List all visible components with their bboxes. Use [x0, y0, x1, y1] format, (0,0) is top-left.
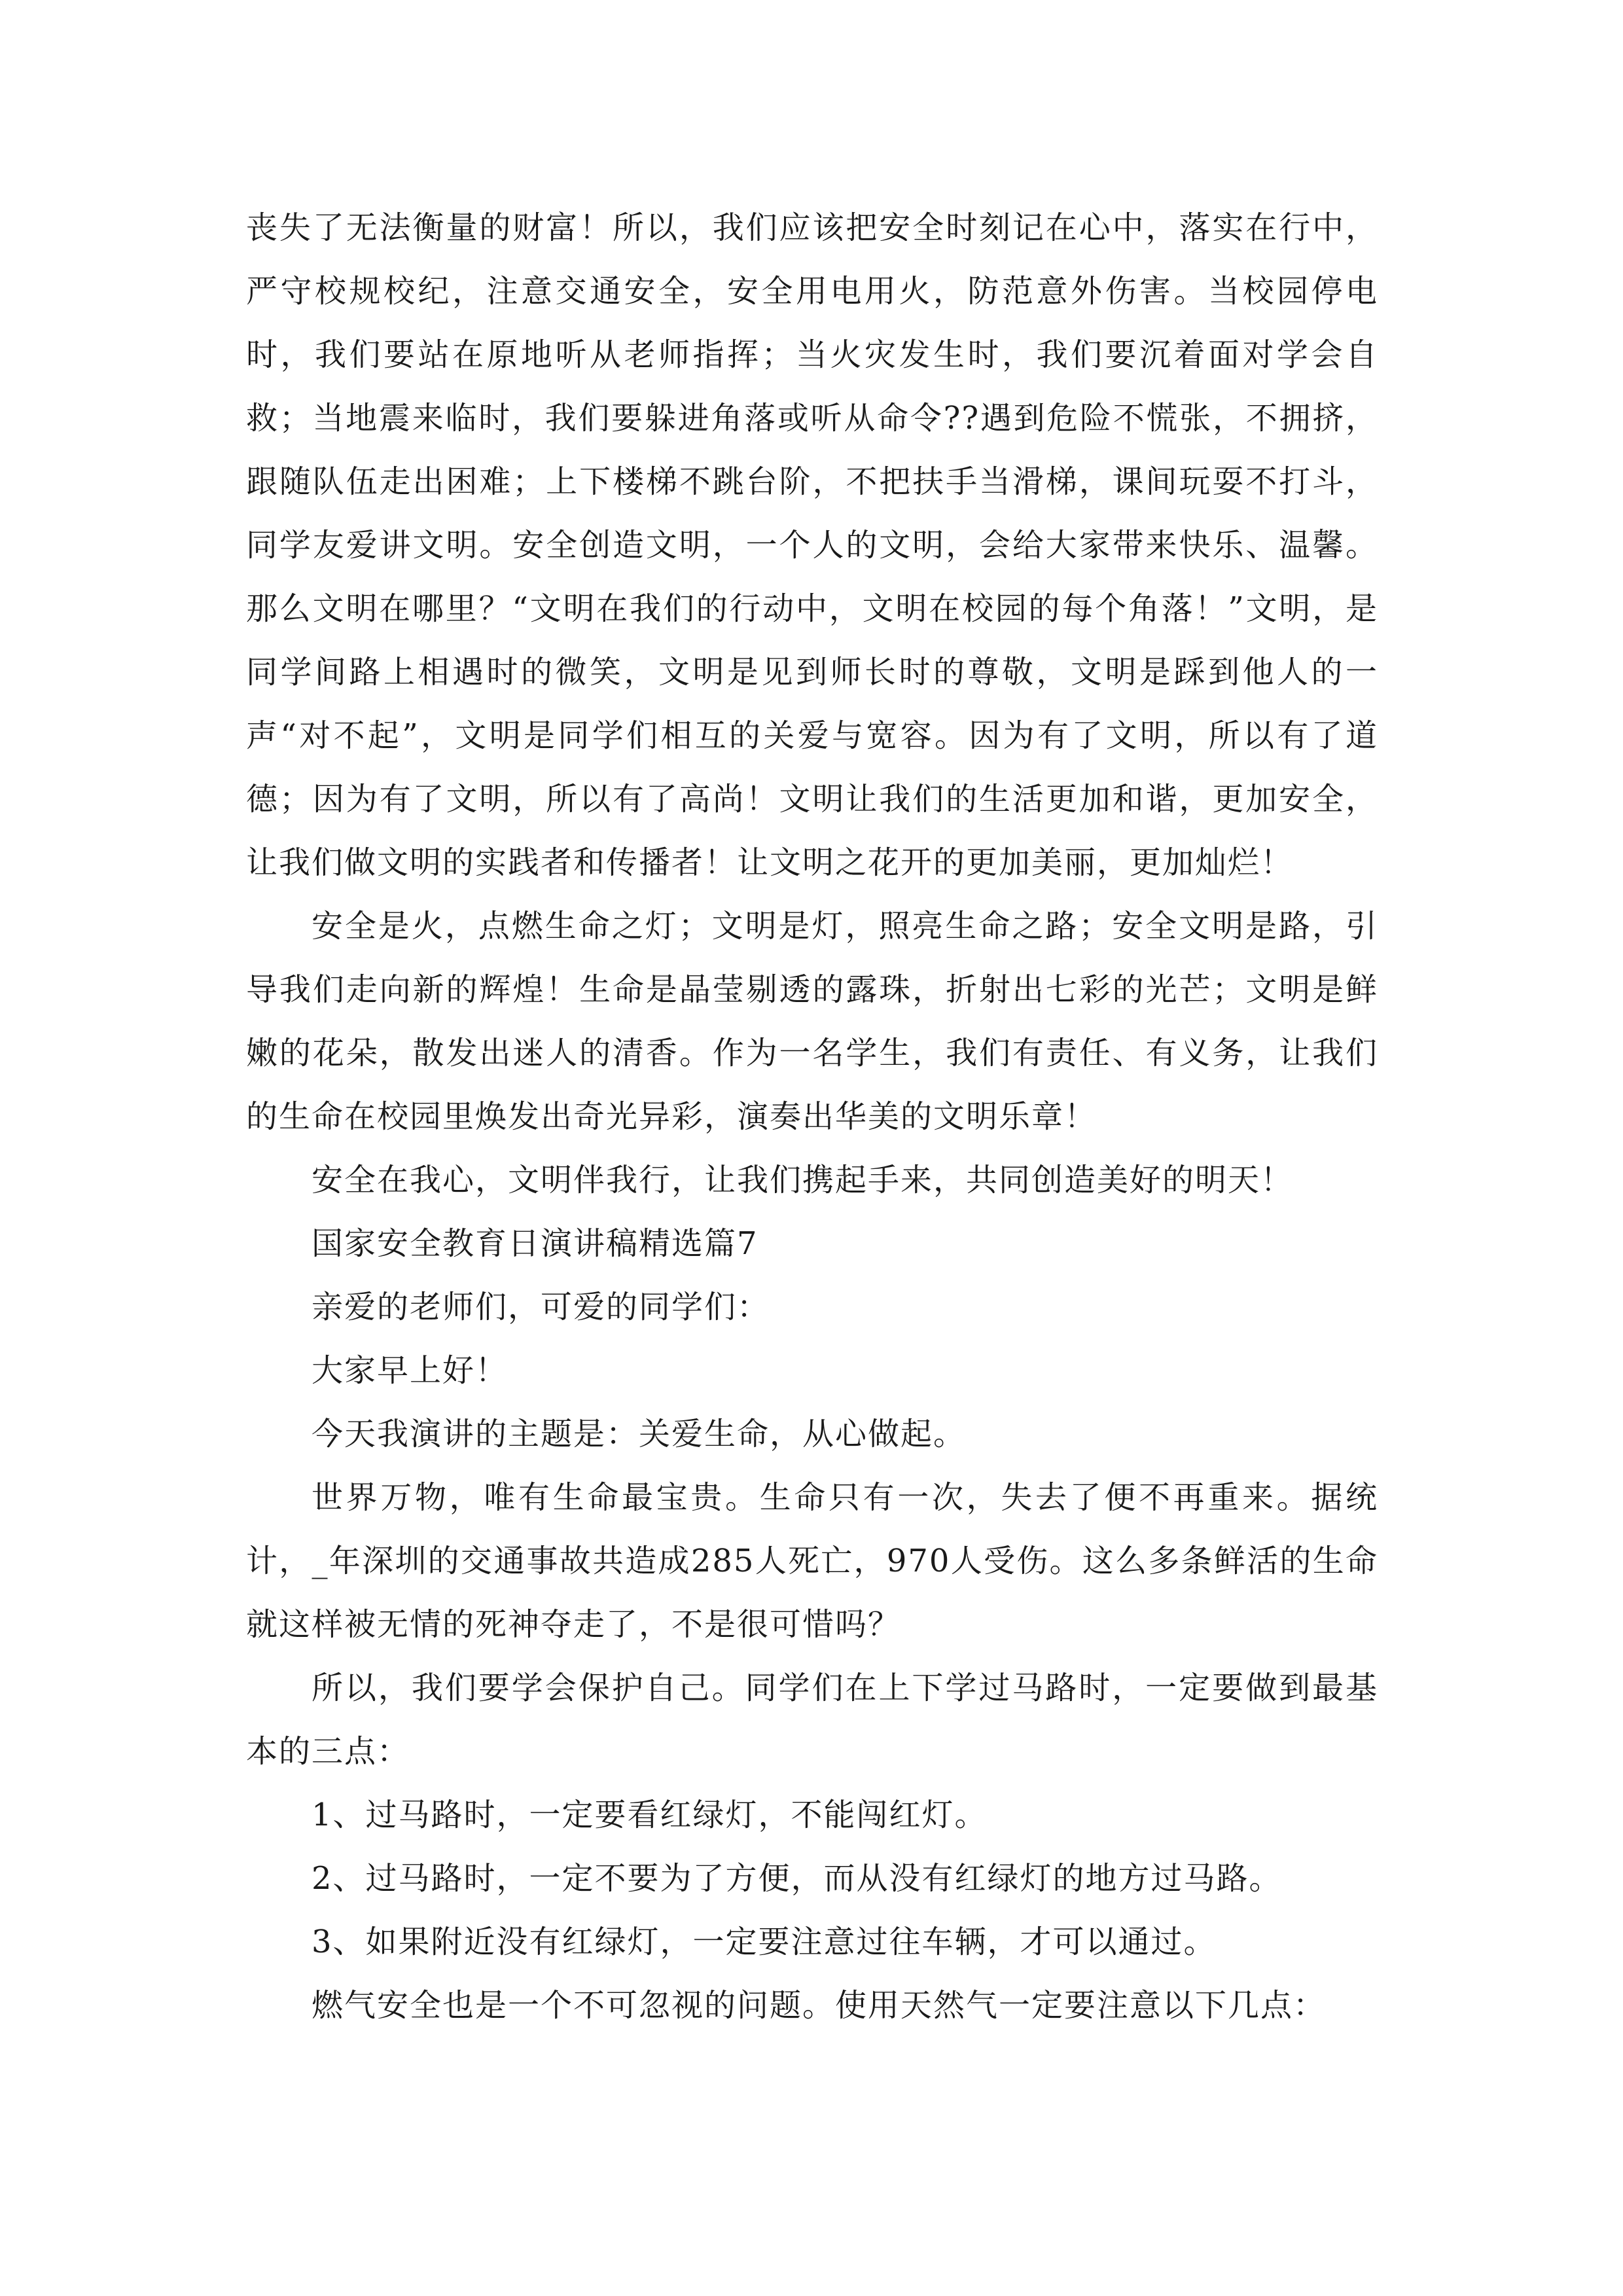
greeting: 大家早上好！	[312, 1352, 508, 1389]
document-body	[246, 196, 1378, 2037]
speech-topic: 今天我演讲的主题是：关爱生命，从心做起。	[312, 1416, 967, 1452]
paragraph-gas-safety: 燃气安全也是一个不可忽视的问题。使用天然气一定要注意以下几点：	[312, 1987, 1327, 2024]
list-item-2: 2、过马路时，一定不要为了方便，而从没有红绿灯的地方过马路。	[312, 1860, 1282, 1897]
paragraph-safety-is-fire: 安全是火，点燃生命之灯；文明是灯，照亮生命之路；安全文明是路，引导我们走向新的辉煌！生命是晶莹剔透的露珠，折射出七彩的光芒；文明是鲜嫩的花朵，散发出迷人的清香。作为一名学生，我们有责任、有义务，让我们的生命在校园里焕发出奇光异彩，演奏出华美的文明乐章！	[246, 908, 1378, 1135]
list-item-3: 3、如果附近没有红绿灯，一定要注意过往车辆，才可以通过。	[312, 1924, 1217, 1960]
section-title-speech-7: 国家安全教育日演讲稿精选篇7	[312, 1225, 758, 1262]
salutation: 亲爱的老师们，可爱的同学们：	[312, 1289, 770, 1325]
list-item-1: 1、过马路时，一定要看红绿灯，不能闯红灯。	[312, 1797, 988, 1833]
paragraph-protect-yourself: 所以，我们要学会保护自己。同学们在上下学过马路时，一定要做到最基本的三点：	[246, 1670, 1378, 1770]
paragraph-continued-safety-civility: 丧失了无法衡量的财富！所以，我们应该把安全时刻记在心中，落实在行中，严守校规校纪，注意交通安全，安全用电用火，防范意外伤害。当校园停电时，我们要站在原地听从老师指挥；当火灾发生时，我们要沉着面对学会自救；当地震来临时，我们要躲进角落或听从命令??遇到危险不慌张，不拥挤，跟随队伍走出困难；上下楼梯不跳台阶，不把扶手当滑梯，课间玩耍不打斗，同学友爱讲文明。安全创造文明，一个人的文明，会给大家带来快乐、温馨。那么文明在哪里？“文明在我们的行动中，文明在校园的每个角落！”文明，是同学间路上相遇时的微笑，文明是见到师长时的尊敬，文明是踩到他人的一声“对不起”，文明是同学们相互的关爱与宽容。因为有了文明，所以有了道德；因为有了文明，所以有了高尚！文明让我们的生活更加和谐，更加安全，让我们做文明的实践者和传播者！让文明之花开的更加美丽，更加灿烂！	[246, 209, 1378, 881]
paragraph-closing-call: 安全在我心，文明伴我行，让我们携起手来，共同创造美好的明天！	[312, 1162, 1294, 1198]
paragraph-traffic-statistics: 世界万物，唯有生命最宝贵。生命只有一次，失去了便不再重来。据统计，_年深圳的交通事故共造成285人死亡，970人受伤。这么多条鲜活的生命就这样被无情的死神夺走了，不是很可惜吗？	[246, 1479, 1378, 1643]
